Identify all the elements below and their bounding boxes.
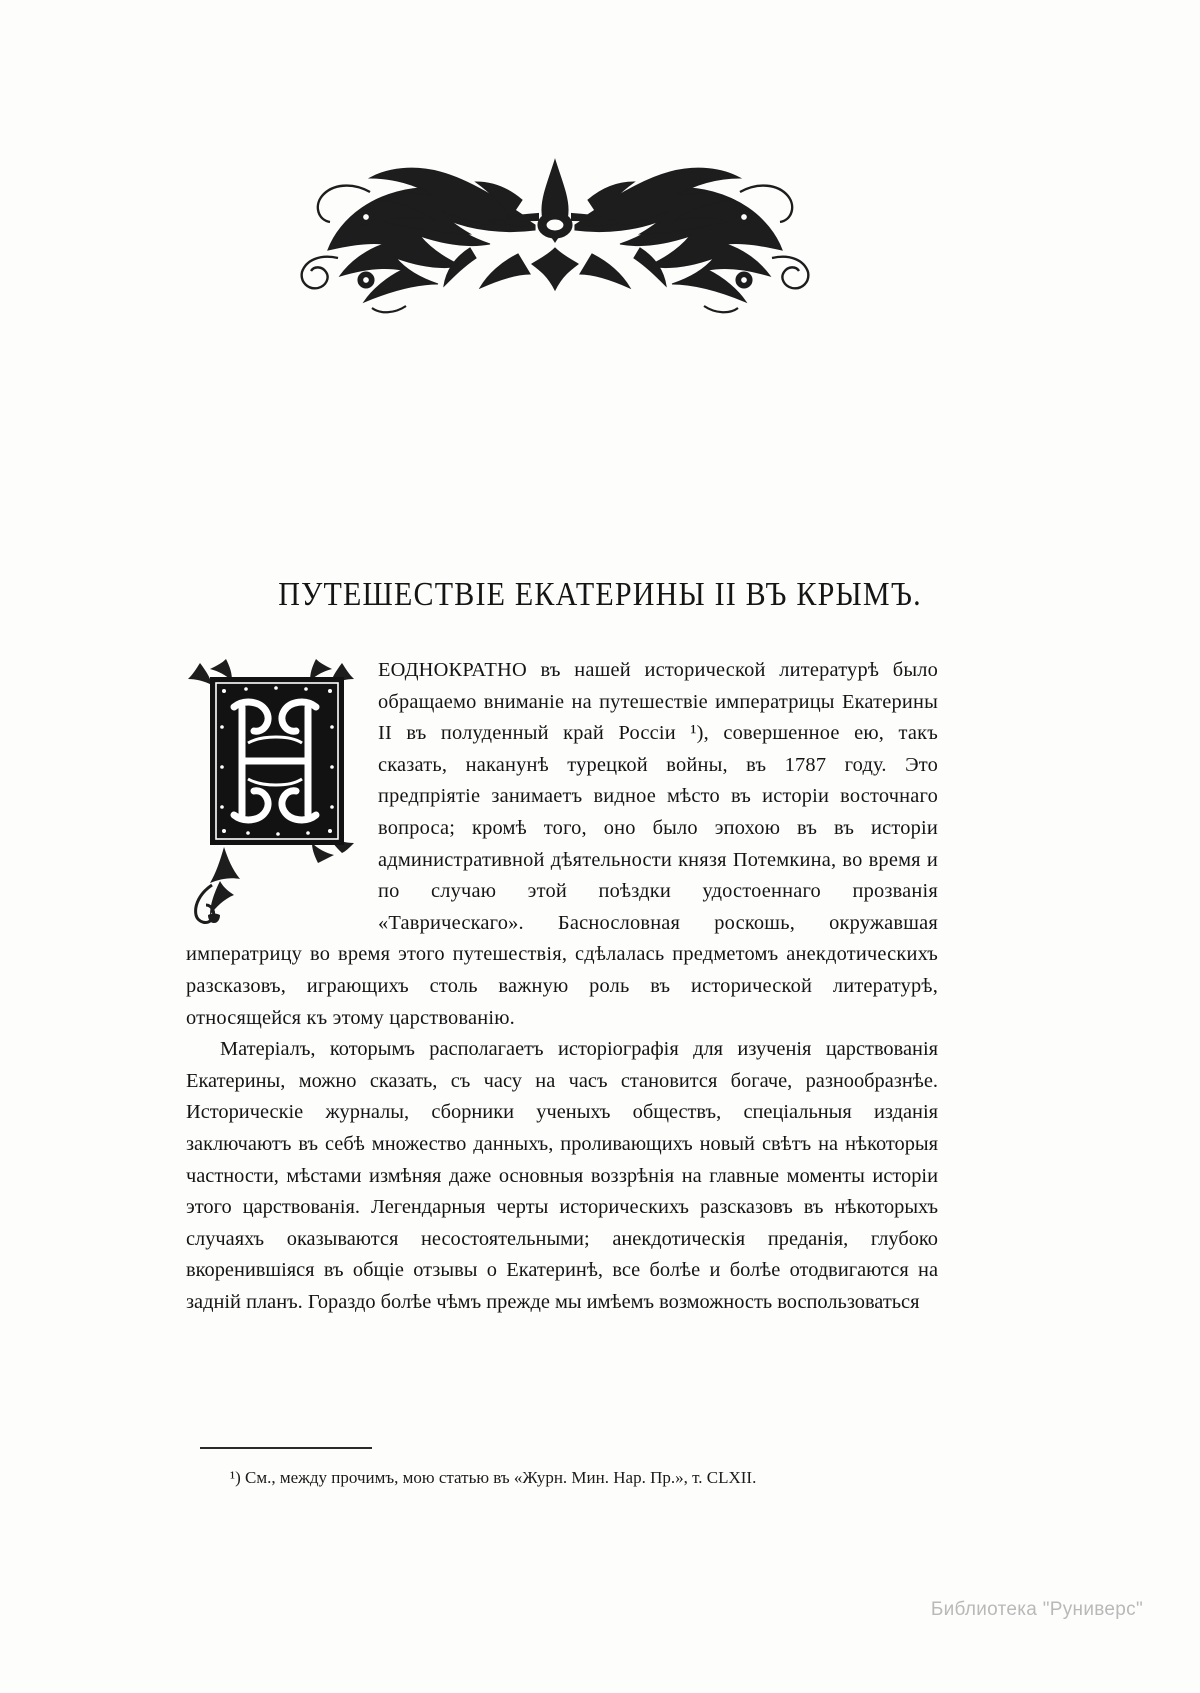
library-watermark: Библиотека "Руниверс" <box>930 1599 1143 1620</box>
footnote-marker: ¹) <box>230 1468 241 1487</box>
article-body <box>186 655 938 1318</box>
page-title: ПУТЕШЕСТВІЕ ЕКАТЕРИНЫ II ВЪ КРЫМЪ. <box>278 576 922 614</box>
footnote-separator <box>200 1447 372 1449</box>
footnote-text: См., между прочимъ, мою статью въ «Журн. Мин. Нар. Пр.», т. CLXII. <box>245 1468 757 1487</box>
floral-headpiece-ornament <box>170 130 940 320</box>
footnote <box>186 1466 938 1490</box>
paragraph-2: Матеріалъ, которымъ располагаетъ исторіографія для изученія царствованія Екатерины, можно сказать, съ часу на часъ становится богаче, разнообразнѣе. Историческіе журналы, сборники ученыхъ обществъ, спеціальныя изданія заключаютъ въ себѣ множество данныхъ, проливающихъ новый свѣтъ на нѣкоторыя частности, мѣстами измѣняя даже основныя воззрѣнія на главные моменты исторіи этого царствованія. Легендарныя черты историческихъ разсказовъ въ нѣкоторыхъ случаяхъ оказываются несостоятельными; анекдотическія преданія, глубоко вкоренившіяся въ общіе отзывы о Екатеринѣ, все болѣе и болѣе отодвигаются на задній планъ. Гораздо болѣе чѣмъ прежде мы имѣемъ возможность воспользоваться <box>186 1038 938 1313</box>
paragraph-1: ЕОДНОКРАТНО въ нашей исторической литературѣ было обращаемо вниманіе на путешествіе императрицы Екатерины II въ полуденный край Россіи ¹), совершенное ею, такъ сказать, наканунѣ турецкой войны, въ 1787 году. Это предпріятіе занимаетъ видное мѣсто въ исторіи восточнаго вопроса; кромѣ того, оно было эпохою въ въ исторіи административной дѣятельности князя Потемкина, во время и по случаю этой поѣздки удостоеннаго прозванія «Таврическаго». Баснословная роскошь, окружавшая императрицу во время этого путешествія, сдѣлалась предметомъ анекдотическихъ разсказовъ, играющихъ столь важную роль въ исторической литературѣ, относящейся къ этому царствованію. <box>186 659 938 1029</box>
illuminated-initial-letter <box>186 657 370 925</box>
